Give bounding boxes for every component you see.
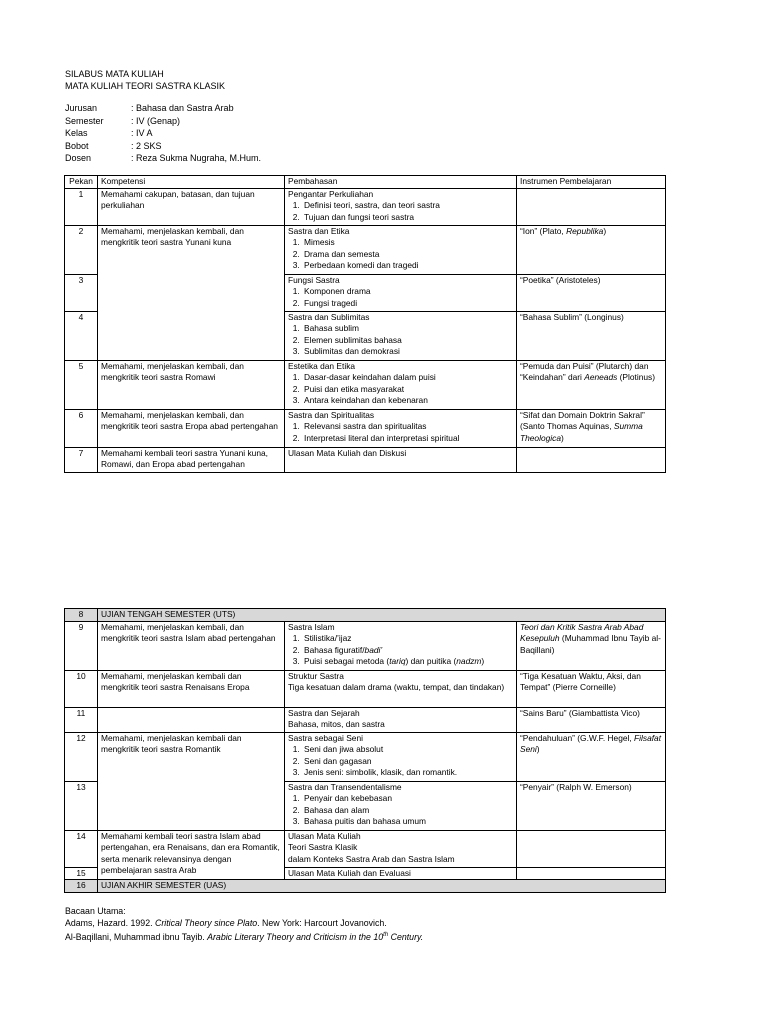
kompetensi-cell: Memahami kembali teori sastra Yunani kuna, Romawi, dan Eropa abad pertengahan: [98, 447, 285, 472]
topic-title: Pengantar Perkuliahan: [288, 188, 374, 199]
week-cell: 12: [65, 732, 98, 781]
pembahasan-cell: [285, 311, 517, 360]
pembahasan-cell: [285, 409, 517, 447]
week-cell: 4: [65, 311, 98, 360]
week-cell: 11: [65, 707, 98, 732]
item-italic: tariq: [389, 656, 406, 667]
table-row: [65, 447, 666, 472]
week-cell: 6: [65, 409, 98, 447]
instr-italic: Teori dan Kritik Sastra Arab Abad Kesepuluh: [520, 621, 644, 644]
instrumen-cell: “Bahasa Sublim” (Longinus): [517, 311, 666, 360]
instr-text: ): [536, 744, 540, 755]
exam-label: UJIAN AKHIR SEMESTER (UAS): [98, 880, 666, 893]
item-text: ) dan puitika (: [405, 656, 457, 667]
instrumen-cell: “Sains Baru” (Giambattista Vico): [517, 707, 666, 732]
list-item: 3. Bahasa puitis dan bahasa umum: [302, 816, 513, 828]
instr-text: (Muhammad Ibnu Tayib al-Baqillani): [520, 633, 661, 655]
topic-list: [288, 793, 513, 828]
kompetensi-cell: Memahami, menjelaskan kembali, dan mengkritik teori sastra Romawi: [98, 360, 285, 409]
meta-key: Bobot: [65, 140, 89, 151]
table-row: [65, 225, 666, 274]
table-row: [65, 621, 666, 670]
instr-text: (Plotinus): [617, 372, 656, 383]
course-title: MATA KULIAH TEORI SASTRA KLASIK: [65, 81, 226, 91]
topic-title: Sastra dan Spiritualitas: [288, 409, 375, 420]
instrumen-cell: “Tiga Kesatuan Waktu, Aksi, dan Tempat” (Pierre Corneille): [517, 670, 666, 707]
list-item: 2. Elemen sublimitas bahasa: [302, 335, 513, 347]
list-item: 2. Tujuan dan fungsi teori sastra: [302, 212, 513, 224]
pembahasan-cell: [285, 225, 517, 274]
topic-title: Fungsi Sastra: [288, 274, 340, 285]
week-cell: 3: [65, 274, 98, 311]
course-meta: [65, 102, 261, 165]
topic-title: Estetika dan Etika: [288, 360, 356, 371]
instrumen-cell: “Penyair” (Ralph W. Emerson): [517, 781, 666, 830]
meta-key: Semester: [65, 115, 104, 126]
list-item: 1. Penyair dan kebebasan: [302, 793, 513, 805]
topic-title: Sastra dan Transendentalisme: [288, 781, 402, 792]
pembahasan-cell: [285, 274, 517, 311]
topic-list: [288, 200, 513, 223]
week-cell: 13: [65, 781, 98, 830]
week-cell: 7: [65, 447, 98, 472]
pembahasan-cell: Ulasan Mata Kuliah dan Diskusi: [285, 447, 517, 472]
ref-text: Al-Baqillani, Muhammad ibnu Tayib.: [65, 931, 208, 942]
list-item: 3. Antara keindahan dan kebenaran: [302, 395, 513, 407]
topic-list: [288, 323, 513, 358]
week-cell: 14: [65, 830, 98, 867]
meta-key: Dosen: [65, 153, 92, 163]
week-cell: 1: [65, 188, 98, 225]
instrumen-cell: [517, 867, 666, 880]
instr-text: “Pendahuluan” (G.W.F. Hegel,: [520, 732, 635, 743]
list-item: 3. Jenis seni: simbolik, klasik, dan romantik.: [302, 767, 513, 779]
syllabus-title: SILABUS MATA KULIAH: [65, 69, 164, 79]
table-header-row: [65, 176, 666, 189]
week-cell: 16: [65, 880, 98, 893]
meta-value: : IV (Genap): [131, 115, 181, 126]
meta-row-dosen: [65, 152, 261, 165]
item-italic: nadzm: [456, 656, 482, 667]
kompetensi-cell: [98, 707, 285, 732]
week-cell: 8: [65, 609, 98, 622]
list-item: 2. Drama dan semesta: [302, 249, 513, 261]
instr-text: “Sifat dan Domain Doktrin Sakral” (Santo Thomas Aquinas,: [520, 409, 645, 432]
table-row-uts: [65, 609, 666, 622]
table-row-uas: [65, 880, 666, 893]
list-item: 1. Mimesis: [302, 237, 513, 249]
topic-list: [288, 633, 513, 668]
meta-value: : 2 SKS: [131, 140, 162, 151]
ref-title: Century.: [388, 931, 424, 942]
references: [65, 906, 423, 943]
topic-subtext: Tiga kesatuan dalam drama (waktu, tempat, dan tindakan): [288, 682, 505, 693]
list-item: 2. Interpretasi literal dan interpretasi spiritual: [302, 433, 513, 445]
list-item: 1. Dasar-dasar keindahan dalam puisi: [302, 372, 513, 384]
meta-key: Jurusan: [65, 103, 98, 113]
topic-list: [288, 372, 513, 407]
list-item: 2. Fungsi tragedi: [302, 298, 513, 310]
topic-list: [288, 237, 513, 272]
table-row: [65, 670, 666, 707]
topic-title: Sastra Islam: [288, 621, 335, 632]
pembahasan-cell: Ulasan Mata Kuliah dan Evaluasi: [285, 867, 517, 880]
syllabus-table-part1: [64, 175, 666, 473]
topic-title: Sastra dan Sublimitas: [288, 311, 370, 322]
exam-label: UJIAN TENGAH SEMESTER (UTS): [98, 609, 666, 622]
list-item: [302, 645, 513, 657]
list-item: 1. Seni dan jiwa absolut: [302, 744, 513, 756]
instrumen-cell: [517, 447, 666, 472]
table-row: [65, 830, 666, 867]
pembahasan-cell: [285, 732, 517, 781]
instrumen-cell: [517, 732, 666, 781]
header-pekan: Pekan: [65, 176, 98, 189]
instr-text: ): [560, 432, 564, 443]
meta-value: : Reza Sukma Nugraha, M.Hum.: [131, 153, 262, 163]
kompetensi-cell: Memahami kembali teori sastra Islam abad pertengahan, era Renaisans, dan era Romantik, serta menarik relevansinya dengan pembelajaran sastra Arab: [98, 830, 285, 880]
meta-row-kelas: [65, 127, 261, 140]
kompetensi-cell: Memahami cakupan, batasan, dan tujuan perkuliahan: [98, 188, 285, 225]
kompetensi-cell: Memahami, menjelaskan kembali, dan mengkritik teori sastra Yunani kuna: [98, 225, 285, 360]
instrumen-cell: [517, 188, 666, 225]
pembahasan-cell: [285, 188, 517, 225]
pembahasan-cell: [285, 830, 517, 867]
ref-text: Adams, Hazard. 1992.: [65, 917, 155, 928]
meta-value: : Bahasa dan Sastra Arab: [131, 103, 234, 113]
list-item: 1. Komponen drama: [302, 286, 513, 298]
topic-list: [288, 744, 513, 779]
topic-title: Sastra dan Etika: [288, 225, 350, 236]
week-cell: 5: [65, 360, 98, 409]
topic-title: Struktur Sastra: [288, 670, 344, 681]
instr-text: “Pemuda dan Puisi” (Plutarch) dan “Keindahan” dari: [520, 360, 649, 383]
meta-row-semester: [65, 115, 261, 128]
instrumen-cell: [517, 360, 666, 409]
meta-row-bobot: [65, 140, 261, 153]
instrumen-cell: [517, 409, 666, 447]
table-row: [65, 188, 666, 225]
pembahasan-cell: [285, 707, 517, 732]
table-row: [65, 360, 666, 409]
topic-list: [288, 286, 513, 309]
kompetensi-cell: Memahami, menjelaskan kembali dan mengkritik teori sastra Romantik: [98, 732, 285, 830]
instr-italic: Summa Theologica: [520, 421, 643, 443]
reference-item: [65, 930, 423, 944]
instrumen-cell: [517, 621, 666, 670]
topic-line: dalam Konteks Sastra Arab dan Sastra Islam: [288, 853, 455, 864]
header-pembahasan: Pembahasan: [285, 176, 517, 189]
topic-list: [288, 421, 513, 444]
topic-title: Sastra sebagai Seni: [288, 732, 363, 743]
header-kompetensi: Kompetensi: [98, 176, 285, 189]
list-item: 3. Perbedaan komedi dan tragedi: [302, 260, 513, 272]
kompetensi-cell: Memahami, menjelaskan kembali, dan mengkritik teori sastra Islam abad pertengahan: [98, 621, 285, 670]
week-cell: 15: [65, 867, 98, 880]
ref-title: Critical Theory since Plato: [154, 917, 258, 928]
list-item: 1. Definisi teori, sastra, dan teori sastra: [302, 200, 513, 212]
week-cell: 2: [65, 225, 98, 274]
topic-subtext: Bahasa, mitos, dan sastra: [288, 719, 385, 730]
meta-value: : IV A: [131, 128, 153, 138]
table-row: [65, 707, 666, 732]
list-item: 1. Stilistika/’ijaz: [302, 633, 513, 645]
ref-text: . New York: Harcourt Jovanovich.: [257, 917, 387, 928]
item-text: Bahasa figuratif/: [304, 644, 365, 655]
list-item: 2. Bahasa dan alam: [302, 805, 513, 817]
instrumen-cell: [517, 225, 666, 274]
reference-item: [65, 918, 423, 930]
kompetensi-cell: Memahami, menjelaskan kembali, dan mengkritik teori sastra Eropa abad pertengahan: [98, 409, 285, 447]
list-item: 3. Sublimitas dan demokrasi: [302, 346, 513, 358]
instr-italic: Aeneads: [584, 372, 618, 383]
instr-italic: Republika: [566, 225, 604, 236]
table-row: [65, 409, 666, 447]
item-text: ): [481, 656, 485, 667]
kompetensi-cell: Memahami, menjelaskan kembali dan mengkritik teori sastra Renaisans Eropa: [98, 670, 285, 707]
meta-row-jurusan: [65, 102, 261, 115]
ref-superscript: th: [383, 931, 389, 938]
header-instrumen: Instrumen Pembelajaran: [517, 176, 666, 189]
topic-line: Ulasan Mata Kuliah: [288, 830, 361, 841]
instr-text: “Ion” (Plato,: [520, 225, 567, 236]
document-header: [65, 68, 225, 92]
instr-text: ): [603, 225, 607, 236]
list-item: 2. Puisi dan etika masyarakat: [302, 384, 513, 396]
topic-line: Teori Sastra Klasik: [288, 842, 358, 853]
topic-title: Sastra dan Sejarah: [288, 707, 360, 718]
list-item: 1. Bahasa sublim: [302, 323, 513, 335]
pembahasan-cell: [285, 360, 517, 409]
table-row: [65, 732, 666, 781]
list-item: 2. Seni dan gagasan: [302, 756, 513, 768]
references-heading: Bacaan Utama:: [65, 906, 126, 916]
item-text: Puisi sebagai metoda (: [304, 656, 390, 667]
instr-italic: Filsafat Seni: [520, 732, 662, 755]
list-item: 1. Relevansi sastra dan spiritualitas: [302, 421, 513, 433]
list-item: [302, 656, 513, 668]
instrumen-cell: [517, 830, 666, 867]
syllabus-table-part2: [64, 608, 666, 893]
week-cell: 10: [65, 670, 98, 707]
instrumen-cell: “Poetika” (Aristoteles): [517, 274, 666, 311]
pembahasan-cell: [285, 670, 517, 707]
meta-key: Kelas: [65, 128, 88, 138]
item-italic: badi’: [364, 644, 383, 655]
ref-title: Arabic Literary Theory and Criticism in the 10: [207, 931, 384, 942]
pembahasan-cell: [285, 781, 517, 830]
pembahasan-cell: [285, 621, 517, 670]
week-cell: 9: [65, 621, 98, 670]
